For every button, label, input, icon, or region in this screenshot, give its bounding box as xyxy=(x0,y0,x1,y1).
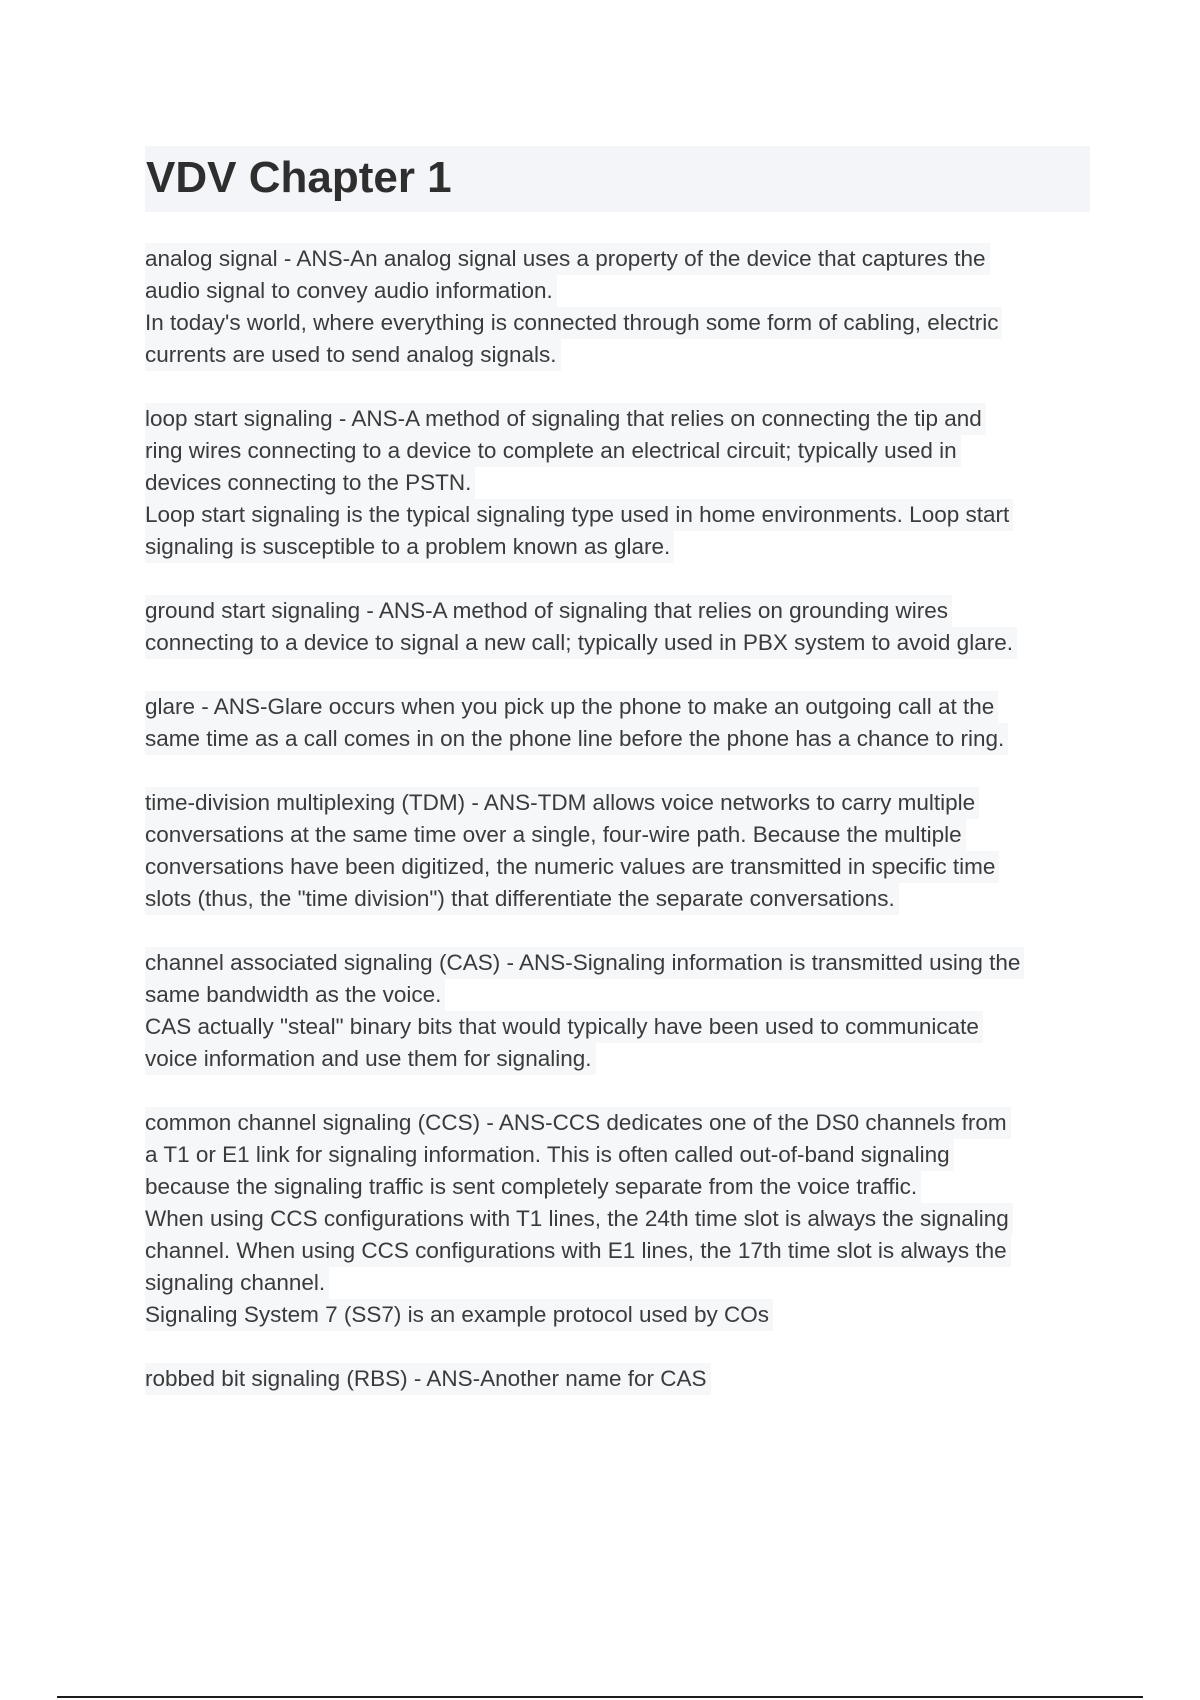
entry-text-line: ground start signaling - ANS-A method of signaling that relies on grounding wires xyxy=(145,595,952,627)
flashcard-entry xyxy=(145,403,1090,563)
flashcard-entry xyxy=(145,787,1090,915)
entry-text-line: ring wires connecting to a device to complete an electrical circuit; typically used in xyxy=(145,435,961,467)
flashcard-entry xyxy=(145,947,1090,1075)
entry-text-line: Signaling System 7 (SS7) is an example protocol used by COs xyxy=(145,1299,773,1331)
entry-text-line: slots (thus, the "time division") that differentiate the separate conversations. xyxy=(145,883,899,915)
flashcard-list xyxy=(145,243,1090,1427)
entry-text-line: conversations at the same time over a single, four-wire path. Because the multiple xyxy=(145,819,966,851)
entry-text-line: CAS actually "steal" binary bits that would typically have been used to communicate xyxy=(145,1011,983,1043)
entry-text-line: currents are used to send analog signals. xyxy=(145,339,561,371)
entry-text-line: In today's world, where everything is connected through some form of cabling, electric xyxy=(145,307,1002,339)
entry-text-line: voice information and use them for signaling. xyxy=(145,1043,596,1075)
entry-text-line: same time as a call comes in on the phone line before the phone has a chance to ring. xyxy=(145,723,1008,755)
entry-text-line: glare - ANS-Glare occurs when you pick up the phone to make an outgoing call at the xyxy=(145,691,998,723)
entry-text-line: because the signaling traffic is sent completely separate from the voice traffic. xyxy=(145,1171,921,1203)
entry-text-line: channel. When using CCS configurations with E1 lines, the 17th time slot is always the xyxy=(145,1235,1011,1267)
entry-text-line: time-division multiplexing (TDM) - ANS-TDM allows voice networks to carry multiple xyxy=(145,787,979,819)
flashcard-entry xyxy=(145,691,1090,755)
entry-text-line: When using CCS configurations with T1 lines, the 24th time slot is always the signaling xyxy=(145,1203,1013,1235)
entry-text-line: common channel signaling (CCS) - ANS-CCS dedicates one of the DS0 channels from xyxy=(145,1107,1011,1139)
flashcard-entry xyxy=(145,1107,1090,1331)
flashcard-entry xyxy=(145,243,1090,371)
flashcard-entry xyxy=(145,595,1090,659)
entry-text-line: signaling channel. xyxy=(145,1267,329,1299)
flashcard-entry xyxy=(145,1363,1090,1395)
entry-text-line: analog signal - ANS-An analog signal uses a property of the device that captures the xyxy=(145,243,990,275)
footer-divider xyxy=(57,1696,1143,1698)
entry-text-line: robbed bit signaling (RBS) - ANS-Another name for CAS xyxy=(145,1363,711,1395)
entry-text-line: channel associated signaling (CAS) - ANS-Signaling information is transmitted using the xyxy=(145,947,1024,979)
entry-text-line: Loop start signaling is the typical signaling type used in home environments. Loop start xyxy=(145,499,1013,531)
page-title: VDV Chapter 1 xyxy=(146,153,452,202)
entry-text-line: signaling is susceptible to a problem known as glare. xyxy=(145,531,674,563)
entry-text-line: conversations have been digitized, the numeric values are transmitted in specific time xyxy=(145,851,999,883)
entry-text-line: loop start signaling - ANS-A method of signaling that relies on connecting the tip and xyxy=(145,403,986,435)
entry-text-line: connecting to a device to signal a new call; typically used in PBX system to avoid glare. xyxy=(145,627,1017,659)
entry-text-line: same bandwidth as the voice. xyxy=(145,979,445,1011)
entry-text-line: audio signal to convey audio information. xyxy=(145,275,557,307)
entry-text-line: a T1 or E1 link for signaling information. This is often called out-of-band signaling xyxy=(145,1139,954,1171)
entry-text-line: devices connecting to the PSTN. xyxy=(145,467,475,499)
